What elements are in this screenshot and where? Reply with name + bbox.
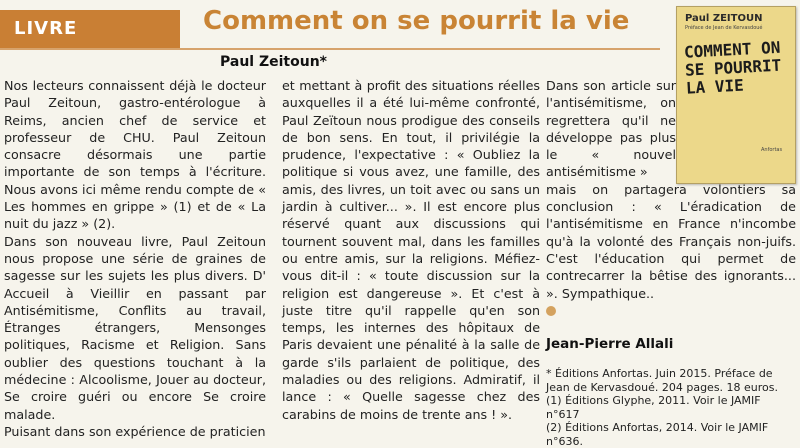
cover-title: COMMENT ON SE POURRIT LA VIE [683, 37, 782, 98]
header-divider [0, 48, 660, 50]
paragraph: et mettant à profit des situations réelles auxquelles il a été lui-même confronté, Paul Zeïtoun nous prodigue des conseils de bon sens. En tout, il privilégie la prudence, l'expectative : « Oubliez la politique si vous avez, une famille, des amis, des livres, un toit avec ou sans un jardin à cultiver... ». Il est encore plus réservé quant aux discussions qui tournent souvent mal, dans les familles ou entre amis, sur la religions. Méfiez-vous dit-il : « toute discussion sur la religion est dangereuse ». Et c'est à juste titre qu'il rappelle qu'en son temps, les internes des hôpitaux de Paris devaient une pénalité à la salle de garde s'ils parlaient de politique, des maladies ou des religions. Admiratif, il lance : « Quelle sagesse chez des carabins de moins de trente ans ! ». [282, 78, 540, 422]
paragraph: Dans son nouveau livre, Paul Zeitoun nous propose une série de graines de sagesse sur les sujets les plus divers. D' Accueil à Vieillir en passant par Antisémitisme, Conflits au travail, Étranges étrangers, Mensonges politiques, Racisme et Religion. Sans oublier des questions touchant à la médecine : Alcoolisme, Jouer au docteur, Se croire guéri ou encore Se croire malade. [4, 233, 266, 422]
article-column-2 [282, 77, 540, 423]
paragraph: mais on partagera volontiers sa conclusion : « L'éradication de l'antisémitisme en France n'incombe qu'à la volonté des Français non-juifs. C'est l'éducation qui permet de contrecarrer la bêtise des ignorants... ». Sympathique.. [546, 181, 796, 301]
footnotes [546, 367, 796, 448]
cover-subtitle: Préface de Jean de Kervasdoué [685, 25, 763, 31]
article-column-1 [4, 77, 266, 440]
article-column-3 [546, 77, 796, 448]
section-tag [0, 10, 180, 48]
end-bullet-icon [546, 306, 556, 316]
section-tag-label: LIVRE [14, 18, 78, 39]
footnote: (2) Éditions Anfortas, 2014. Voir le JAMIF n°636. [546, 421, 769, 448]
cover-publisher: Anfortas [761, 147, 783, 153]
article-title: Comment on se pourrit la vie [203, 6, 630, 36]
paragraph: Nos lecteurs connaissent déjà le docteur Paul Zeitoun, gastro-entérologue à Reims, ancien chef de service et professeur de CHU. Paul Zeitoun consacre désormais une partie importante de son temps à l'écriture. Nous avons ici même rendu compte de « Les hommes en grippe » (1) et de « La nuit du jazz » (2). [4, 78, 266, 232]
signature: Jean-Pierre Allali [546, 336, 674, 353]
footnote: (1) Éditions Glyphe, 2011. Voir le JAMIF n°617 [546, 394, 761, 421]
paragraph: Puisant dans son expérience de praticien [4, 423, 266, 439]
footnote: * Éditions Anfortas. Juin 2015. Préface de Jean de Kervasdoué. 204 pages. 18 euros. [546, 367, 779, 394]
paragraph: Dans son article sur l'antisémitisme, on regrettera qu'il ne développe pas plus le « nouvel antisémitisme » [546, 78, 676, 180]
article-author: Paul Zeitoun* [220, 54, 327, 70]
cover-author: Paul ZEITOUN [685, 13, 763, 24]
